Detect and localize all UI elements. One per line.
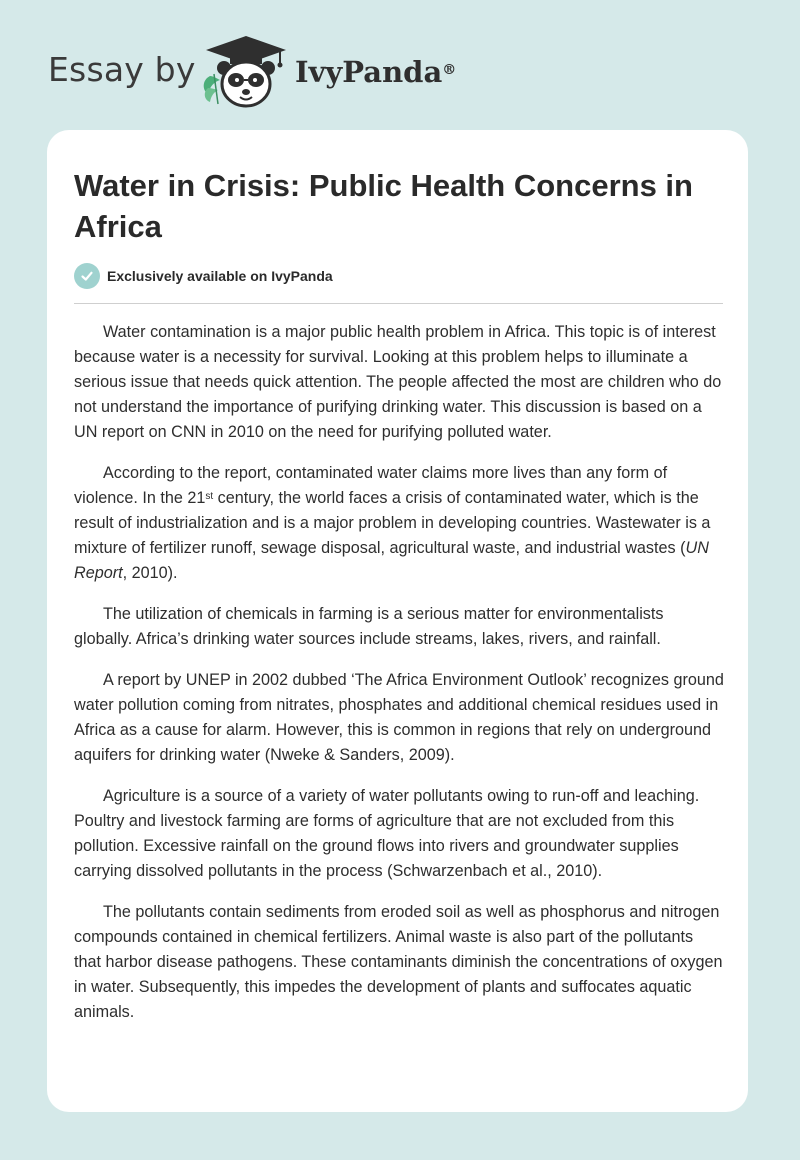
essay-card	[47, 130, 748, 1112]
check-icon	[74, 263, 100, 289]
exclusive-badge-text: Exclusively available on IvyPanda	[107, 268, 333, 284]
paragraph-1: Water contamination is a major public health problem in Africa. This topic is of interest because water is a necessity for survival. Looking at this problem helps to illuminate a serious issue that needs quick attention. The people affected the most are children who do not understand the importance of purifying drinking water. This discussion is based on a UN report on CNN in 2010 on the need for purifying polluted water.	[74, 323, 722, 441]
site-header	[0, 0, 800, 120]
paragraph-5: Agriculture is a source of a variety of water pollutants owing to run-off and leaching. Poultry and livestock farming are forms of agriculture that are not excluded from this pollution. Excessive rainfall on the ground flows into rivers and groundwater supplies carrying dissolved pollutants in the process (Schwarzenbach et al., 2010).	[74, 787, 700, 880]
registered-mark: ®	[442, 62, 457, 78]
brand-name-text: IvyPanda	[295, 55, 443, 89]
citation-italic: UN Report	[74, 539, 709, 582]
exclusive-badge	[74, 263, 333, 289]
paragraph-4: A report by UNEP in 2002 dubbed ‘The Africa Environment Outlook’ recognizes ground water pollution coming from nitrates, phosphates and additional chemical residues used in Africa as a cause for alarm. However, this is common in regions that rely on underground aquifers for drinking water (Nweke & Sanders, 2009).	[74, 671, 724, 764]
paragraph-2-part-c: , 2010).	[122, 564, 178, 582]
ordinal-suffix: st	[205, 491, 214, 502]
paragraph-2-part-a: According to the report, contaminated water claims more lives than any form of violence. In the 21	[74, 464, 668, 507]
divider	[74, 303, 723, 304]
panda-logo-icon[interactable]	[200, 34, 292, 110]
paragraph-3: The utilization of chemicals in farming is a serious matter for environmentalists globally. Africa’s drinking water sources include streams, lakes, rivers, and rainfall.	[74, 605, 664, 648]
essay-by-label: Essay by	[48, 50, 196, 89]
paragraph-6: The pollutants contain sediments from eroded soil as well as phosphorus and nitrogen compounds contained in chemical fertilizers. Animal waste is also part of the pollutants that harbor disease pathogens. These contaminants diminish the concentrations of oxygen in water. Subsequently, this impedes the development of plants and suffocates aquatic animals.	[74, 903, 723, 1021]
paragraph-2	[74, 461, 724, 586]
brand-name[interactable]	[295, 54, 456, 90]
paragraph-2-part-b: century, the world faces a crisis of contaminated water, which is the result of industrialization and is a major problem in developing countries. Wastewater is a mixture of fertilizer runoff, sewage disposal, agricultural waste, and industrial wastes (	[74, 489, 711, 557]
essay-title: Water in Crisis: Public Health Concerns in Africa	[74, 168, 693, 244]
essay-body	[74, 320, 724, 1041]
